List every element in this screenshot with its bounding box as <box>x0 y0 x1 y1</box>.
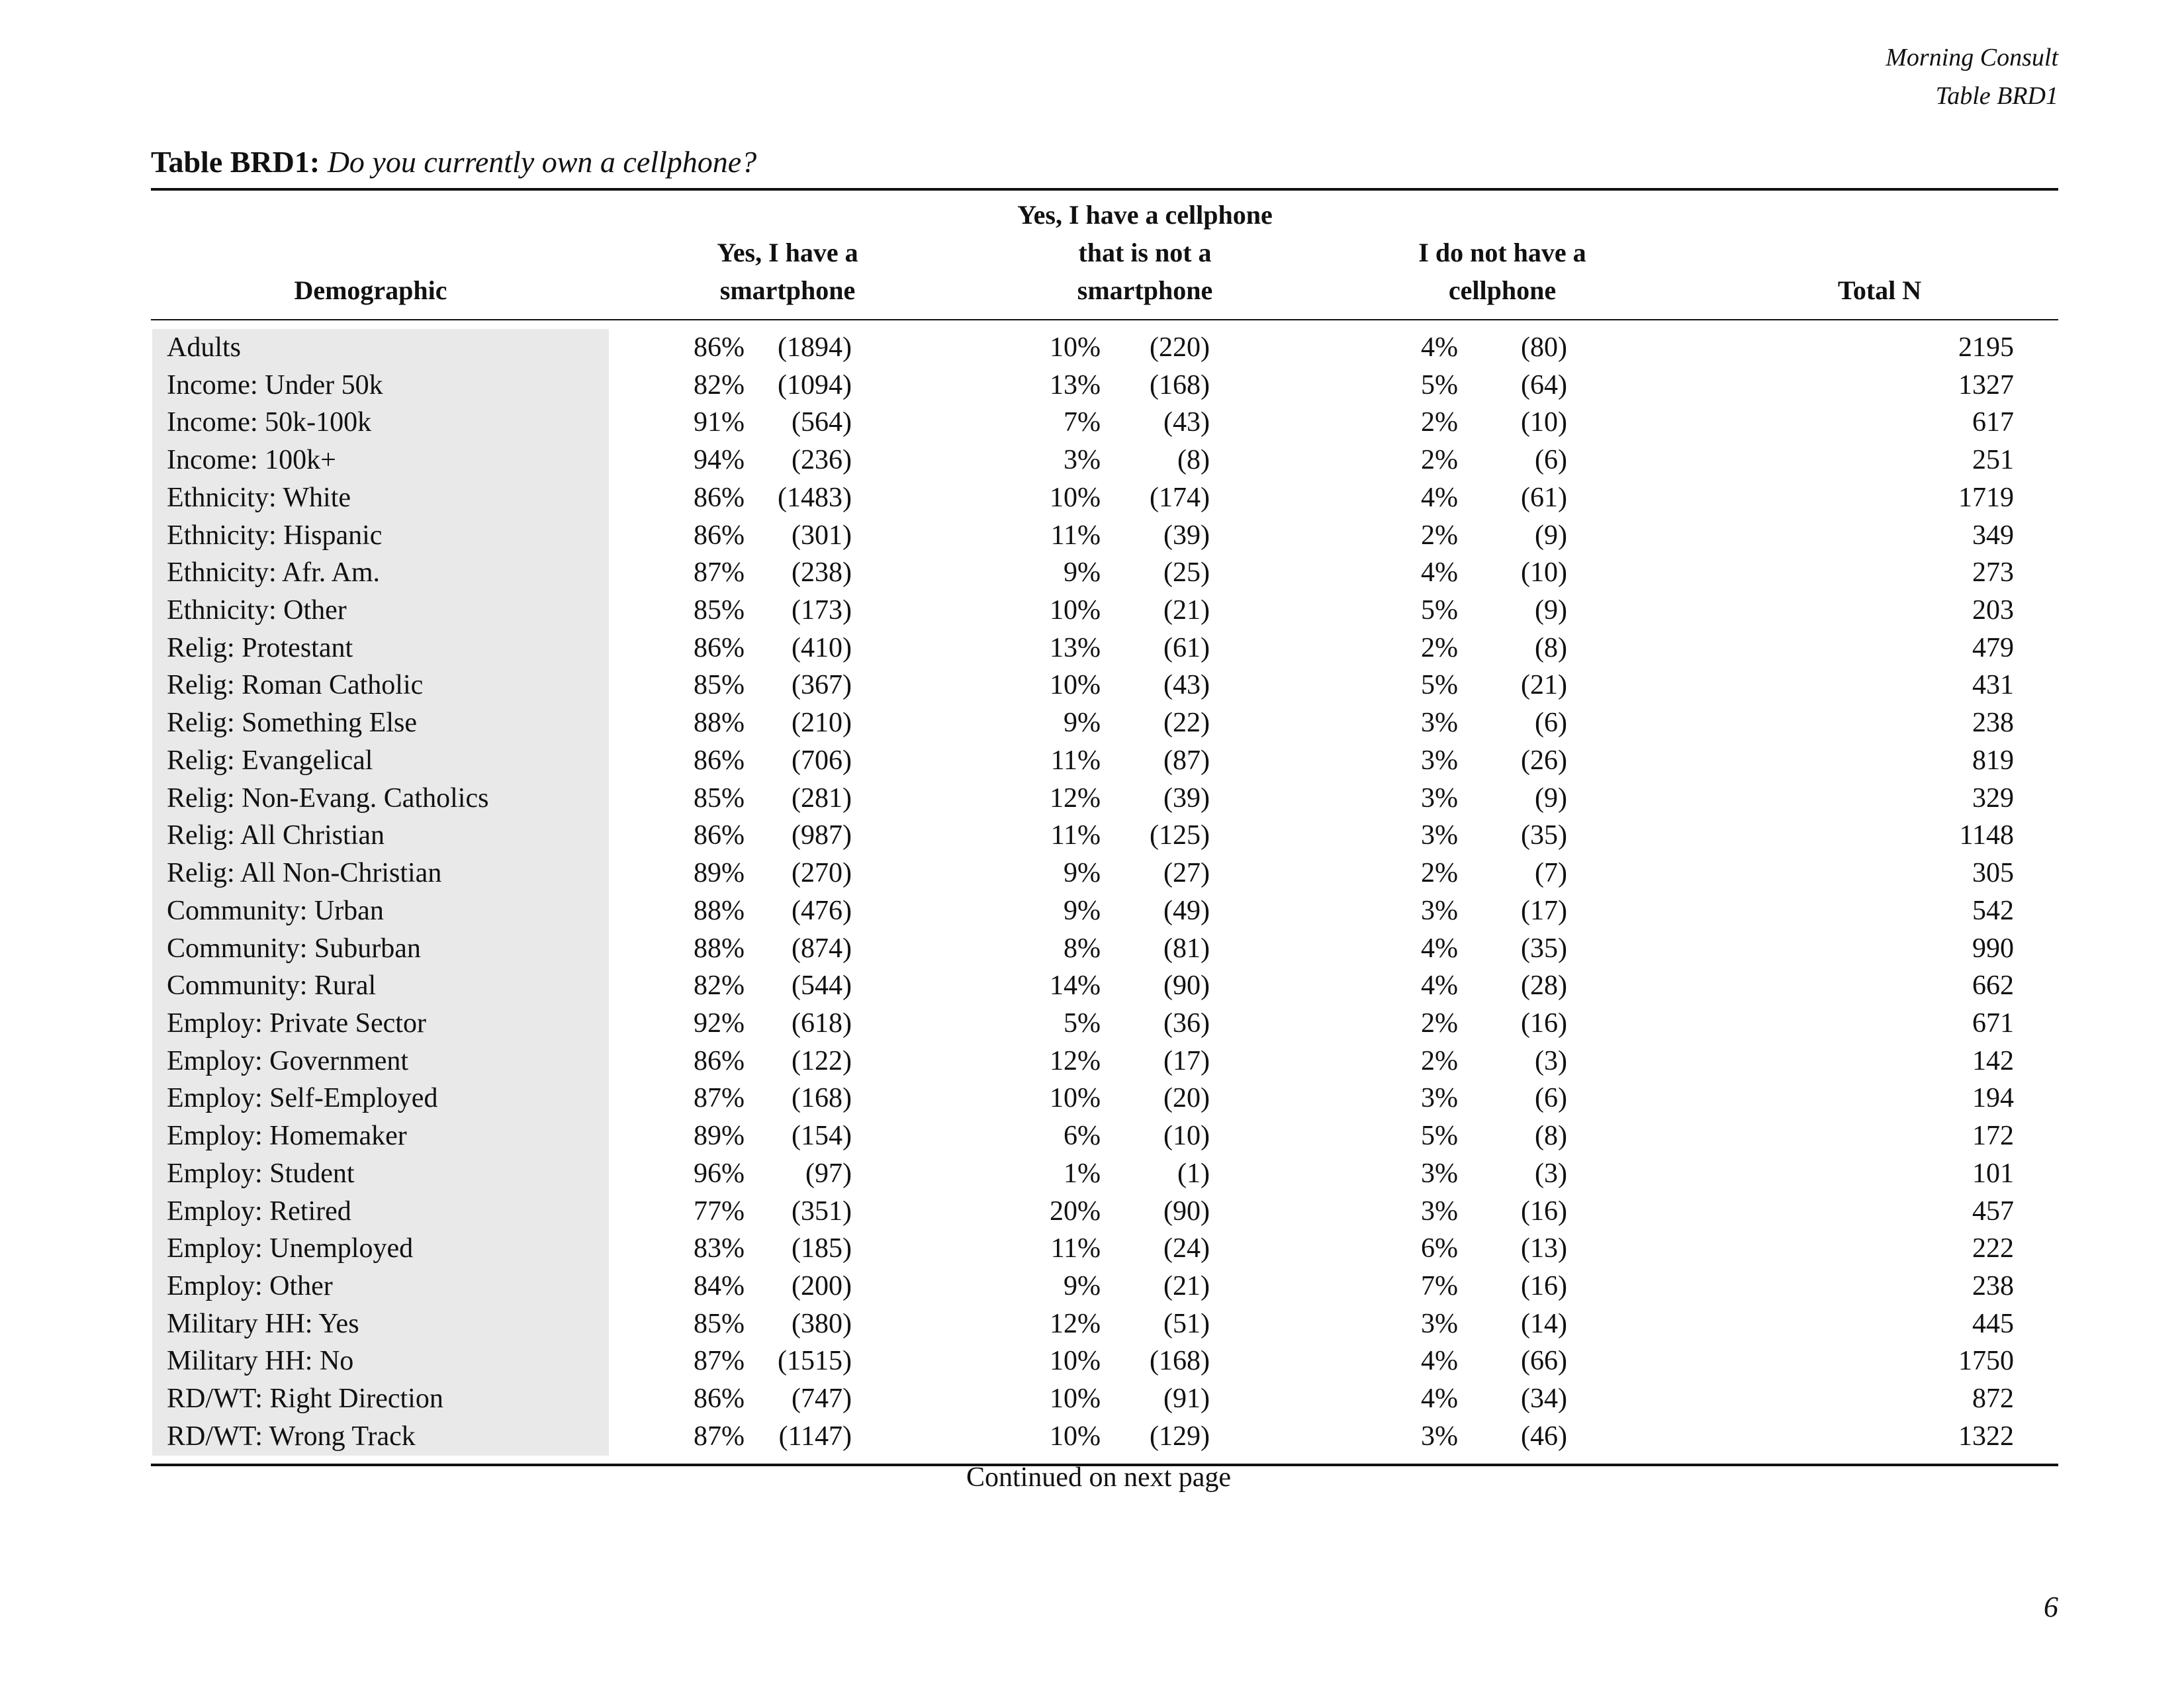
demographic-cell: Military HH: No <box>167 1346 354 1377</box>
not-smartphone-count-cell: (39) <box>1163 520 1210 551</box>
table-title <box>151 144 756 179</box>
no-cellphone-count-cell: (8) <box>1535 632 1567 663</box>
table-row <box>0 442 2184 479</box>
smartphone-count-cell: (281) <box>792 782 852 814</box>
demographic-cell: Income: 100k+ <box>167 445 336 476</box>
not-smartphone-percent-cell: 11% <box>1050 820 1101 851</box>
not-smartphone-percent-cell: 14% <box>1050 970 1101 1002</box>
smartphone-percent-cell: 92% <box>694 1008 745 1039</box>
smartphone-count-cell: (168) <box>792 1083 852 1114</box>
smartphone-percent-cell: 89% <box>694 858 745 889</box>
table-row <box>0 1342 2184 1380</box>
no-cellphone-count-cell: (6) <box>1535 1083 1567 1114</box>
no-cellphone-count-cell: (9) <box>1535 782 1567 814</box>
not-smartphone-percent-cell: 11% <box>1050 745 1101 776</box>
no-cellphone-count-cell: (17) <box>1521 895 1567 926</box>
table-row <box>0 554 2184 592</box>
total-n-cell: 222 <box>1972 1233 2014 1264</box>
smartphone-count-cell: (476) <box>792 895 852 926</box>
total-n-cell: 101 <box>1972 1158 2014 1189</box>
smartphone-count-cell: (1515) <box>778 1346 852 1377</box>
not-smartphone-percent-cell: 10% <box>1050 1346 1101 1377</box>
not-smartphone-count-cell: (81) <box>1163 933 1210 964</box>
smartphone-percent-cell: 88% <box>694 708 745 739</box>
table-row <box>0 592 2184 630</box>
header-rule <box>151 319 2058 320</box>
demographic-cell: Ethnicity: Other <box>167 595 347 626</box>
smartphone-percent-cell: 77% <box>694 1196 745 1227</box>
total-n-cell: 542 <box>1972 895 2014 926</box>
table-row <box>0 1155 2184 1193</box>
no-cellphone-percent-cell: 7% <box>1421 1270 1458 1301</box>
table-row <box>0 1043 2184 1080</box>
not-smartphone-percent-cell: 20% <box>1050 1196 1101 1227</box>
header-table-id: Table BRD1 <box>1935 82 2058 110</box>
smartphone-percent-cell: 94% <box>694 445 745 476</box>
no-cellphone-count-cell: (26) <box>1521 745 1567 776</box>
no-cellphone-percent-cell: 3% <box>1421 782 1458 814</box>
no-cellphone-percent-cell: 2% <box>1421 445 1458 476</box>
not-smartphone-count-cell: (91) <box>1163 1383 1210 1415</box>
not-smartphone-percent-cell: 10% <box>1050 595 1101 626</box>
not-smartphone-percent-cell: 10% <box>1050 482 1101 513</box>
not-smartphone-count-cell: (39) <box>1163 782 1210 814</box>
table-body <box>0 329 2184 1456</box>
demographic-cell: Ethnicity: Afr. Am. <box>167 557 380 588</box>
table-row <box>0 855 2184 892</box>
no-cellphone-count-cell: (80) <box>1521 332 1567 363</box>
no-cellphone-count-cell: (13) <box>1521 1233 1567 1264</box>
smartphone-percent-cell: 86% <box>694 520 745 551</box>
not-smartphone-count-cell: (1) <box>1177 1158 1210 1189</box>
no-cellphone-count-cell: (9) <box>1535 520 1567 551</box>
total-n-cell: 445 <box>1972 1308 2014 1339</box>
not-smartphone-percent-cell: 12% <box>1050 1045 1101 1076</box>
smartphone-percent-cell: 85% <box>694 670 745 701</box>
no-cellphone-percent-cell: 2% <box>1421 632 1458 663</box>
smartphone-count-cell: (618) <box>792 1008 852 1039</box>
smartphone-count-cell: (987) <box>792 820 852 851</box>
table-row <box>0 1080 2184 1117</box>
no-cellphone-count-cell: (21) <box>1521 670 1567 701</box>
smartphone-percent-cell: 87% <box>694 557 745 588</box>
total-n-cell: 2195 <box>1958 332 2014 363</box>
no-cellphone-count-cell: (3) <box>1535 1045 1567 1076</box>
table-row <box>0 404 2184 442</box>
table-row <box>0 667 2184 704</box>
not-smartphone-percent-cell: 12% <box>1050 782 1101 814</box>
no-cellphone-percent-cell: 3% <box>1421 1083 1458 1114</box>
demographic-cell: Employ: Homemaker <box>167 1121 407 1152</box>
not-smartphone-percent-cell: 9% <box>1064 858 1101 889</box>
no-cellphone-percent-cell: 4% <box>1421 557 1458 588</box>
smartphone-count-cell: (270) <box>792 858 852 889</box>
not-smartphone-percent-cell: 9% <box>1064 557 1101 588</box>
column-header-total-n: Total N <box>1837 275 1922 305</box>
smartphone-percent-cell: 86% <box>694 1383 745 1415</box>
total-n-cell: 1719 <box>1958 482 2014 513</box>
not-smartphone-count-cell: (51) <box>1163 1308 1210 1339</box>
not-smartphone-count-cell: (43) <box>1163 670 1210 701</box>
total-n-cell: 1148 <box>1959 820 2014 851</box>
not-smartphone-percent-cell: 13% <box>1050 632 1101 663</box>
demographic-cell: Employ: Private Sector <box>167 1008 426 1039</box>
no-cellphone-count-cell: (35) <box>1521 933 1567 964</box>
no-cellphone-percent-cell: 3% <box>1421 745 1458 776</box>
column-header-smartphone: Yes, I have a smartphone <box>717 238 858 305</box>
demographic-cell: Relig: All Non-Christian <box>167 858 442 889</box>
no-cellphone-count-cell: (10) <box>1521 557 1567 588</box>
not-smartphone-count-cell: (8) <box>1177 445 1210 476</box>
total-n-cell: 671 <box>1972 1008 2014 1039</box>
smartphone-count-cell: (154) <box>792 1121 852 1152</box>
smartphone-percent-cell: 96% <box>694 1158 745 1189</box>
smartphone-count-cell: (544) <box>792 970 852 1002</box>
smartphone-percent-cell: 86% <box>694 745 745 776</box>
no-cellphone-percent-cell: 4% <box>1421 332 1458 363</box>
no-cellphone-percent-cell: 2% <box>1421 407 1458 438</box>
smartphone-percent-cell: 85% <box>694 595 745 626</box>
smartphone-percent-cell: 86% <box>694 332 745 363</box>
table-row <box>0 780 2184 818</box>
no-cellphone-count-cell: (46) <box>1521 1421 1567 1452</box>
table-row <box>0 742 2184 780</box>
not-smartphone-count-cell: (129) <box>1150 1421 1210 1452</box>
table-row <box>0 367 2184 404</box>
column-header-no-cellphone: I do not have a cellphone <box>1418 238 1586 305</box>
table-row <box>0 967 2184 1005</box>
column-header-demographic: Demographic <box>294 275 447 305</box>
total-n-cell: 273 <box>1972 557 2014 588</box>
not-smartphone-count-cell: (174) <box>1150 482 1210 513</box>
demographic-cell: Employ: Government <box>167 1045 409 1076</box>
no-cellphone-percent-cell: 3% <box>1421 1196 1458 1227</box>
not-smartphone-count-cell: (168) <box>1150 369 1210 400</box>
not-smartphone-percent-cell: 5% <box>1064 1008 1101 1039</box>
no-cellphone-count-cell: (8) <box>1535 1121 1567 1152</box>
not-smartphone-count-cell: (36) <box>1163 1008 1210 1039</box>
no-cellphone-percent-cell: 4% <box>1421 933 1458 964</box>
total-n-cell: 305 <box>1972 858 2014 889</box>
smartphone-percent-cell: 83% <box>694 1233 745 1264</box>
demographic-cell: Community: Rural <box>167 970 377 1002</box>
demographic-cell: Relig: Protestant <box>167 632 353 663</box>
not-smartphone-percent-cell: 10% <box>1050 1421 1101 1452</box>
demographic-cell: Employ: Retired <box>167 1196 351 1227</box>
not-smartphone-count-cell: (49) <box>1163 895 1210 926</box>
no-cellphone-count-cell: (3) <box>1535 1158 1567 1189</box>
smartphone-count-cell: (185) <box>792 1233 852 1264</box>
no-cellphone-percent-cell: 4% <box>1421 1383 1458 1415</box>
no-cellphone-count-cell: (66) <box>1521 1346 1567 1377</box>
total-n-cell: 238 <box>1972 1270 2014 1301</box>
table-row <box>0 630 2184 667</box>
not-smartphone-count-cell: (21) <box>1163 1270 1210 1301</box>
no-cellphone-percent-cell: 3% <box>1421 1308 1458 1339</box>
not-smartphone-count-cell: (168) <box>1150 1346 1210 1377</box>
table-row <box>0 1230 2184 1268</box>
no-cellphone-percent-cell: 5% <box>1421 670 1458 701</box>
not-smartphone-percent-cell: 8% <box>1064 933 1101 964</box>
header-organization: Morning Consult <box>1886 44 2058 71</box>
no-cellphone-percent-cell: 5% <box>1421 595 1458 626</box>
not-smartphone-percent-cell: 9% <box>1064 895 1101 926</box>
not-smartphone-percent-cell: 10% <box>1050 1383 1101 1415</box>
no-cellphone-percent-cell: 3% <box>1421 895 1458 926</box>
no-cellphone-percent-cell: 2% <box>1421 858 1458 889</box>
smartphone-count-cell: (874) <box>792 933 852 964</box>
no-cellphone-percent-cell: 5% <box>1421 369 1458 400</box>
no-cellphone-count-cell: (9) <box>1535 595 1567 626</box>
demographic-cell: Adults <box>167 332 242 363</box>
smartphone-percent-cell: 82% <box>694 369 745 400</box>
total-n-cell: 457 <box>1972 1196 2014 1227</box>
no-cellphone-percent-cell: 3% <box>1421 820 1458 851</box>
demographic-cell: Employ: Other <box>167 1270 333 1301</box>
total-n-cell: 662 <box>1972 970 2014 1002</box>
not-smartphone-count-cell: (17) <box>1163 1045 1210 1076</box>
no-cellphone-count-cell: (16) <box>1521 1008 1567 1039</box>
smartphone-percent-cell: 84% <box>694 1270 745 1301</box>
total-n-cell: 990 <box>1972 933 2014 964</box>
demographic-cell: Community: Urban <box>167 895 384 926</box>
table-row <box>0 517 2184 555</box>
not-smartphone-count-cell: (90) <box>1163 1196 1210 1227</box>
page-number: 6 <box>2044 1591 2058 1623</box>
no-cellphone-count-cell: (34) <box>1521 1383 1567 1415</box>
smartphone-percent-cell: 89% <box>694 1121 745 1152</box>
smartphone-count-cell: (1094) <box>778 369 852 400</box>
smartphone-percent-cell: 87% <box>694 1083 745 1114</box>
demographic-cell: RD/WT: Wrong Track <box>167 1421 416 1452</box>
no-cellphone-percent-cell: 4% <box>1421 482 1458 513</box>
not-smartphone-count-cell: (21) <box>1163 595 1210 626</box>
total-n-cell: 1327 <box>1958 369 2014 400</box>
table-row <box>0 329 2184 367</box>
table-row <box>0 1005 2184 1043</box>
smartphone-percent-cell: 91% <box>694 407 745 438</box>
total-n-cell: 617 <box>1972 407 2014 438</box>
no-cellphone-count-cell: (28) <box>1521 970 1567 1002</box>
no-cellphone-count-cell: (61) <box>1521 482 1567 513</box>
smartphone-count-cell: (173) <box>792 595 852 626</box>
table-title-label: Table BRD1: <box>151 145 320 179</box>
demographic-cell: Community: Suburban <box>167 933 421 964</box>
no-cellphone-percent-cell: 3% <box>1421 708 1458 739</box>
column-header-not-smartphone: Yes, I have a cellphone that is not a smartphone <box>1017 200 1273 305</box>
not-smartphone-percent-cell: 11% <box>1050 1233 1101 1264</box>
smartphone-percent-cell: 86% <box>694 632 745 663</box>
not-smartphone-count-cell: (220) <box>1150 332 1210 363</box>
total-n-cell: 1322 <box>1958 1421 2014 1452</box>
total-n-cell: 872 <box>1972 1383 2014 1415</box>
not-smartphone-count-cell: (25) <box>1163 557 1210 588</box>
table-row <box>0 1268 2184 1305</box>
no-cellphone-percent-cell: 5% <box>1421 1121 1458 1152</box>
smartphone-count-cell: (210) <box>792 708 852 739</box>
table-row <box>0 479 2184 517</box>
smartphone-count-cell: (1483) <box>778 482 852 513</box>
no-cellphone-count-cell: (6) <box>1535 708 1567 739</box>
no-cellphone-percent-cell: 2% <box>1421 1008 1458 1039</box>
table-row <box>0 1305 2184 1343</box>
not-smartphone-percent-cell: 6% <box>1064 1121 1101 1152</box>
not-smartphone-count-cell: (20) <box>1163 1083 1210 1114</box>
table-row <box>0 1380 2184 1418</box>
smartphone-count-cell: (122) <box>792 1045 852 1076</box>
total-n-cell: 349 <box>1972 520 2014 551</box>
smartphone-count-cell: (380) <box>792 1308 852 1339</box>
total-n-cell: 172 <box>1972 1121 2014 1152</box>
no-cellphone-percent-cell: 3% <box>1421 1421 1458 1452</box>
not-smartphone-percent-cell: 12% <box>1050 1308 1101 1339</box>
smartphone-percent-cell: 85% <box>694 782 745 814</box>
smartphone-count-cell: (200) <box>792 1270 852 1301</box>
smartphone-count-cell: (351) <box>792 1196 852 1227</box>
not-smartphone-percent-cell: 13% <box>1050 369 1101 400</box>
demographic-cell: Ethnicity: White <box>167 482 351 513</box>
smartphone-percent-cell: 86% <box>694 1045 745 1076</box>
not-smartphone-percent-cell: 9% <box>1064 1270 1101 1301</box>
total-n-cell: 329 <box>1972 782 2014 814</box>
top-rule <box>151 188 2058 191</box>
no-cellphone-count-cell: (64) <box>1521 369 1567 400</box>
not-smartphone-percent-cell: 7% <box>1064 407 1101 438</box>
smartphone-count-cell: (97) <box>805 1158 852 1189</box>
not-smartphone-percent-cell: 9% <box>1064 708 1101 739</box>
demographic-cell: Relig: Roman Catholic <box>167 670 424 701</box>
table-title-question: Do you currently own a cellphone? <box>327 145 757 179</box>
not-smartphone-percent-cell: 1% <box>1064 1158 1101 1189</box>
table-row <box>0 1418 2184 1456</box>
smartphone-count-cell: (301) <box>792 520 852 551</box>
total-n-cell: 203 <box>1972 595 2014 626</box>
smartphone-percent-cell: 86% <box>694 482 745 513</box>
table-row <box>0 892 2184 930</box>
no-cellphone-percent-cell: 2% <box>1421 1045 1458 1076</box>
no-cellphone-percent-cell: 4% <box>1421 970 1458 1002</box>
total-n-cell: 194 <box>1972 1083 2014 1114</box>
not-smartphone-count-cell: (27) <box>1163 858 1210 889</box>
no-cellphone-count-cell: (6) <box>1535 445 1567 476</box>
not-smartphone-count-cell: (90) <box>1163 970 1210 1002</box>
smartphone-percent-cell: 82% <box>694 970 745 1002</box>
total-n-cell: 479 <box>1972 632 2014 663</box>
no-cellphone-percent-cell: 3% <box>1421 1158 1458 1189</box>
total-n-cell: 142 <box>1972 1045 2014 1076</box>
demographic-cell: Income: Under 50k <box>167 369 383 400</box>
demographic-cell: Employ: Self-Employed <box>167 1083 438 1114</box>
smartphone-percent-cell: 85% <box>694 1308 745 1339</box>
no-cellphone-count-cell: (35) <box>1521 820 1567 851</box>
table-row <box>0 704 2184 742</box>
total-n-cell: 251 <box>1972 445 2014 476</box>
no-cellphone-count-cell: (10) <box>1521 407 1567 438</box>
table-row <box>0 1193 2184 1231</box>
not-smartphone-percent-cell: 10% <box>1050 670 1101 701</box>
no-cellphone-count-cell: (16) <box>1521 1196 1567 1227</box>
no-cellphone-percent-cell: 4% <box>1421 1346 1458 1377</box>
demographic-cell: Employ: Student <box>167 1158 355 1189</box>
smartphone-count-cell: (1894) <box>778 332 852 363</box>
smartphone-percent-cell: 86% <box>694 820 745 851</box>
smartphone-percent-cell: 88% <box>694 895 745 926</box>
not-smartphone-percent-cell: 10% <box>1050 332 1101 363</box>
smartphone-percent-cell: 87% <box>694 1421 745 1452</box>
not-smartphone-count-cell: (43) <box>1163 407 1210 438</box>
table-row <box>0 1117 2184 1155</box>
smartphone-count-cell: (564) <box>792 407 852 438</box>
continued-note: Continued on next page <box>966 1462 1232 1493</box>
demographic-cell: Relig: Non-Evang. Catholics <box>167 782 489 814</box>
not-smartphone-count-cell: (24) <box>1163 1233 1210 1264</box>
not-smartphone-count-cell: (22) <box>1163 708 1210 739</box>
table-row <box>0 817 2184 855</box>
no-cellphone-count-cell: (14) <box>1521 1308 1567 1339</box>
total-n-cell: 819 <box>1972 745 2014 776</box>
demographic-cell: Relig: Evangelical <box>167 745 373 776</box>
table-row <box>0 930 2184 968</box>
demographic-cell: Ethnicity: Hispanic <box>167 520 383 551</box>
smartphone-percent-cell: 88% <box>694 933 745 964</box>
total-n-cell: 238 <box>1972 708 2014 739</box>
demographic-cell: Military HH: Yes <box>167 1308 359 1339</box>
no-cellphone-count-cell: (7) <box>1535 858 1567 889</box>
smartphone-percent-cell: 87% <box>694 1346 745 1377</box>
smartphone-count-cell: (1147) <box>778 1421 852 1452</box>
smartphone-count-cell: (367) <box>792 670 852 701</box>
total-n-cell: 431 <box>1972 670 2014 701</box>
smartphone-count-cell: (747) <box>792 1383 852 1415</box>
demographic-cell: Income: 50k-100k <box>167 407 372 438</box>
not-smartphone-percent-cell: 10% <box>1050 1083 1101 1114</box>
not-smartphone-count-cell: (10) <box>1163 1121 1210 1152</box>
not-smartphone-count-cell: (125) <box>1150 820 1210 851</box>
smartphone-count-cell: (236) <box>792 445 852 476</box>
not-smartphone-percent-cell: 11% <box>1050 520 1101 551</box>
smartphone-count-cell: (410) <box>792 632 852 663</box>
demographic-cell: Relig: All Christian <box>167 820 385 851</box>
no-cellphone-count-cell: (16) <box>1521 1270 1567 1301</box>
demographic-cell: Relig: Something Else <box>167 708 417 739</box>
smartphone-count-cell: (238) <box>792 557 852 588</box>
demographic-cell: Employ: Unemployed <box>167 1233 414 1264</box>
not-smartphone-count-cell: (87) <box>1163 745 1210 776</box>
demographic-cell: RD/WT: Right Direction <box>167 1383 443 1415</box>
not-smartphone-percent-cell: 3% <box>1064 445 1101 476</box>
no-cellphone-percent-cell: 2% <box>1421 520 1458 551</box>
not-smartphone-count-cell: (61) <box>1163 632 1210 663</box>
smartphone-count-cell: (706) <box>792 745 852 776</box>
no-cellphone-percent-cell: 6% <box>1421 1233 1458 1264</box>
total-n-cell: 1750 <box>1958 1346 2014 1377</box>
